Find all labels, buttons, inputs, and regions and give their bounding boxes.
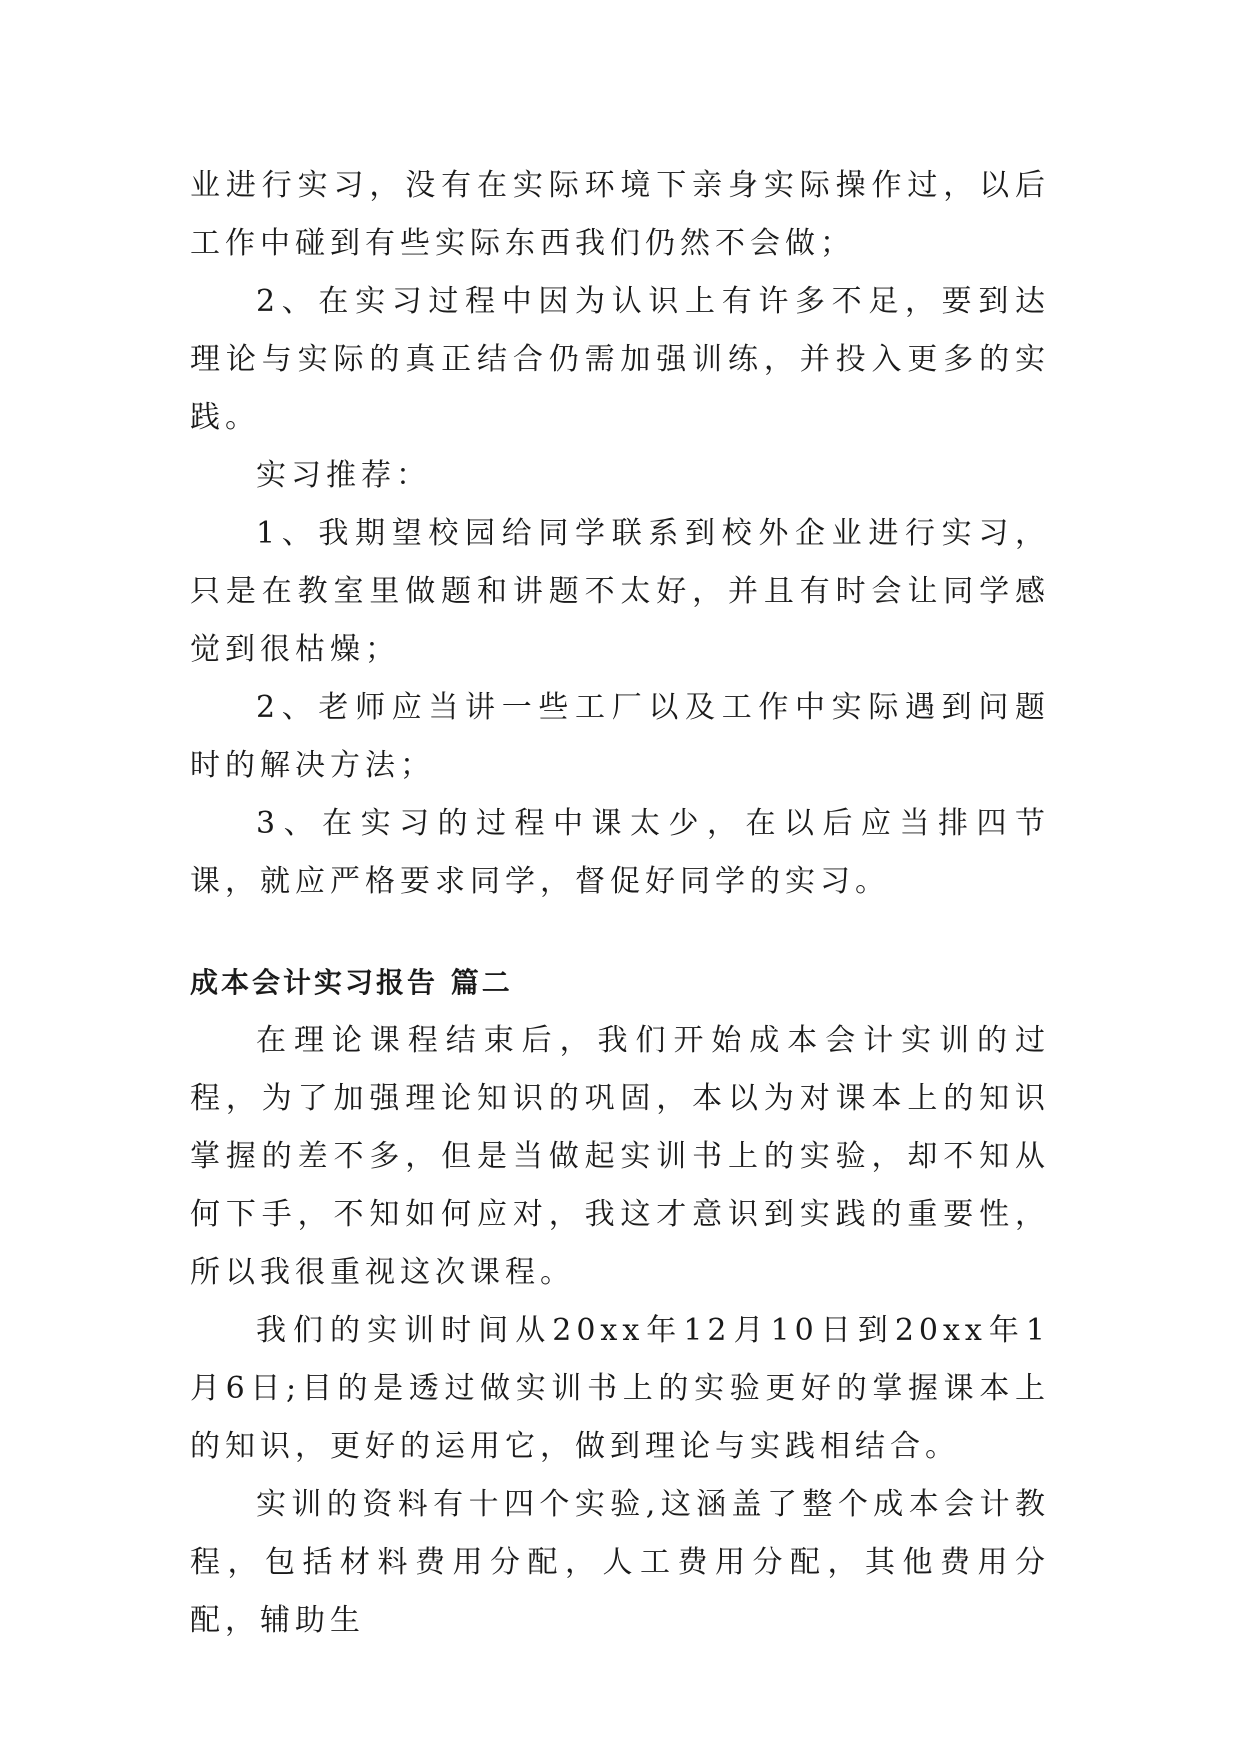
paragraph-intro: 在理论课程结束后，我们开始成本会计实训的过程，为了加强理论知识的巩固，本以为对课本上的知识掌握的差不多，但是当做起实训书上的实验，却不知从何下手，不知如何应对，我这才意识到实践的重要性，所以我很重视这次课程。 [190,1023,1050,1290]
paragraph-insufficiency-2: 2、在实习过程中因为认识上有许多不足，要到达理论与实际的真正结合仍需加强训练，并投入更多的实践。 [190,284,1050,435]
paragraph-continuation: 业进行实习，没有在实际环境下亲身实际操作过，以后工作中碰到有些实际东西我们仍然不会做； [190,168,1050,261]
paragraph-training-period: 我们的实训时间从20xx年12月10日到20xx年1月6日;目的是透过做实训书上的实验更好的掌握课本上的知识，更好的运用它，做到理论与实践相结合。 [190,1313,1050,1464]
document-body [190,157,1050,1650]
paragraph-recommendations-title: 实习推荐： [256,458,431,493]
paragraph-recommendation-2: 2、老师应当讲一些工厂以及工作中实际遇到问题时的解决方法； [190,690,1050,783]
paragraph-training-materials: 实训的资料有十四个实验,这涵盖了整个成本会计教程，包括材料费用分配，人工费用分配，其他费用分配，辅助生 [190,1487,1050,1638]
paragraph-recommendation-1: 1、我期望校园给同学联系到校外企业进行实习，只是在教室里做题和讲题不太好，并且有时会让同学感觉到很枯燥； [190,516,1050,667]
section-heading: 成本会计实习报告 篇二 [190,966,513,999]
paragraph-recommendation-3: 3、在实习的过程中课太少，在以后应当排四节课，就应严格要求同学，督促好同学的实习。 [190,806,1050,899]
